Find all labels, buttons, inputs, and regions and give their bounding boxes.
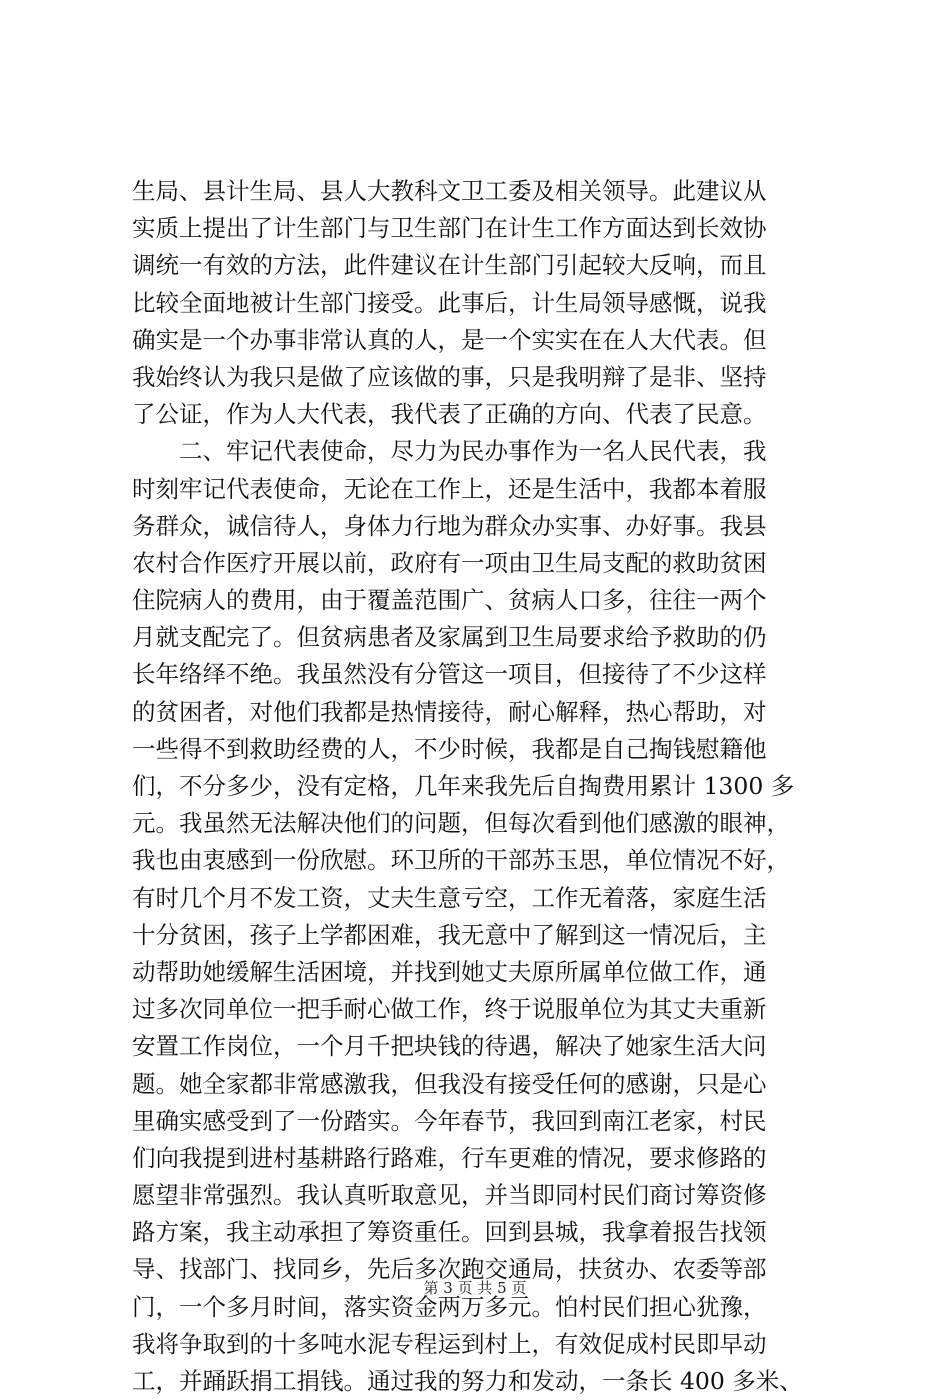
text-line: 们向我提到进村基耕路行路难，行车更难的情况，要求修路的	[132, 1143, 767, 1172]
text-line: 的贫困者，对他们我都是热情接待，耐心解释，热心帮助，对	[132, 697, 767, 726]
text-line: 愿望非常强烈。我认真听取意见，并当即同村民们商讨筹资修	[132, 1181, 767, 1210]
text-line: 了公证，作为人大代表，我代表了正确的方向、代表了民意。	[132, 400, 767, 429]
text-line: 路方案，我主动承担了筹资重任。回到县城，我拿着报告找领	[132, 1218, 767, 1247]
text-line: 月就支配完了。但贫病患者及家属到卫生局要求给予救助的仍	[132, 623, 767, 652]
text-line: 动帮助她缓解生活困境，并找到她丈夫原所属单位做工作，通	[132, 957, 767, 986]
text-line: 我始终认为我只是做了应该做的事，只是我明辩了是非、坚持	[132, 362, 767, 391]
text-line: 实质上提出了计生部门与卫生部门在计生工作方面达到长效协	[132, 214, 767, 243]
text-line: 比较全面地被计生部门接受。此事后，计生局领导感慨，说我	[132, 288, 767, 317]
text-line: 十分贫困，孩子上学都困难，我无意中了解到这一情况后，主	[132, 920, 767, 949]
text-line: 务群众，诚信待人，身体力行地为群众办实事、办好事。我县	[132, 511, 767, 540]
text-line: 有时几个月不发工资，丈夫生意亏空，工作无着落，家庭生活	[132, 883, 767, 912]
text-line: 生局、县计生局、县人大教科文卫工委及相关领导。此建议从	[132, 177, 767, 205]
text-line: 农村合作医疗开展以前，政府有一项由卫生局支配的救助贫困	[132, 548, 767, 577]
text-line: 工，并踊跃捐工捐钱。通过我的努力和发动，一条长 400 多米、	[132, 1367, 803, 1395]
text-line: 确实是一个办事非常认真的人，是一个实实在在人大代表。但	[132, 325, 767, 354]
text-line: 调统一有效的方法，此件建议在计生部门引起较大反响，而且	[132, 251, 767, 280]
text-line: 们，不分多少，没有定格，几年来我先后自掏费用累计 1300 多	[132, 772, 795, 800]
text-line: 时刻牢记代表使命，无论在工作上，还是生活中，我都本着服	[132, 474, 767, 503]
body-text	[132, 173, 832, 1400]
text-line: 题。她全家都非常感激我，但我没有接受任何的感谢，只是心	[132, 1069, 767, 1098]
paragraph-start-line: 二、牢记代表使命，尽力为民办事作为一名人民代表，我	[132, 437, 767, 466]
text-line: 安置工作岗位，一个月千把块钱的待遇，解决了她家生活大问	[132, 1032, 767, 1061]
text-line: 元。我虽然无法解决他们的问题，但每次看到他们感激的眼神，	[132, 809, 790, 838]
text-line: 过多次同单位一把手耐心做工作，终于说服单位为其丈夫重新	[132, 995, 767, 1024]
text-line: 我将争取到的十多吨水泥专程运到村上，有效促成村民即早动	[132, 1329, 767, 1358]
page-footer: 第 3 页 共 5 页	[423, 1279, 527, 1297]
text-line: 长年络绎不绝。我虽然没有分管这一项目，但接待了不少这样	[132, 660, 767, 689]
text-line: 导、找部门、找同乡，先后多次跑交通局，扶贫办、农委等部	[132, 1255, 767, 1284]
text-line: 我也由衷感到一份欣慰。环卫所的干部苏玉思，单位情况不好，	[132, 846, 790, 875]
text-line: 住院病人的费用，由于覆盖范围广、贫病人口多，往往一两个	[132, 586, 767, 615]
text-line: 里确实感受到了一份踏实。今年春节，我回到南江老家，村民	[132, 1106, 767, 1135]
text-line: 门，一个多月时间，落实资金两万多元。怕村民们担心犹豫，	[132, 1292, 767, 1321]
text-line: 一些得不到救助经费的人，不少时候，我都是自己掏钱慰籍他	[132, 734, 767, 763]
